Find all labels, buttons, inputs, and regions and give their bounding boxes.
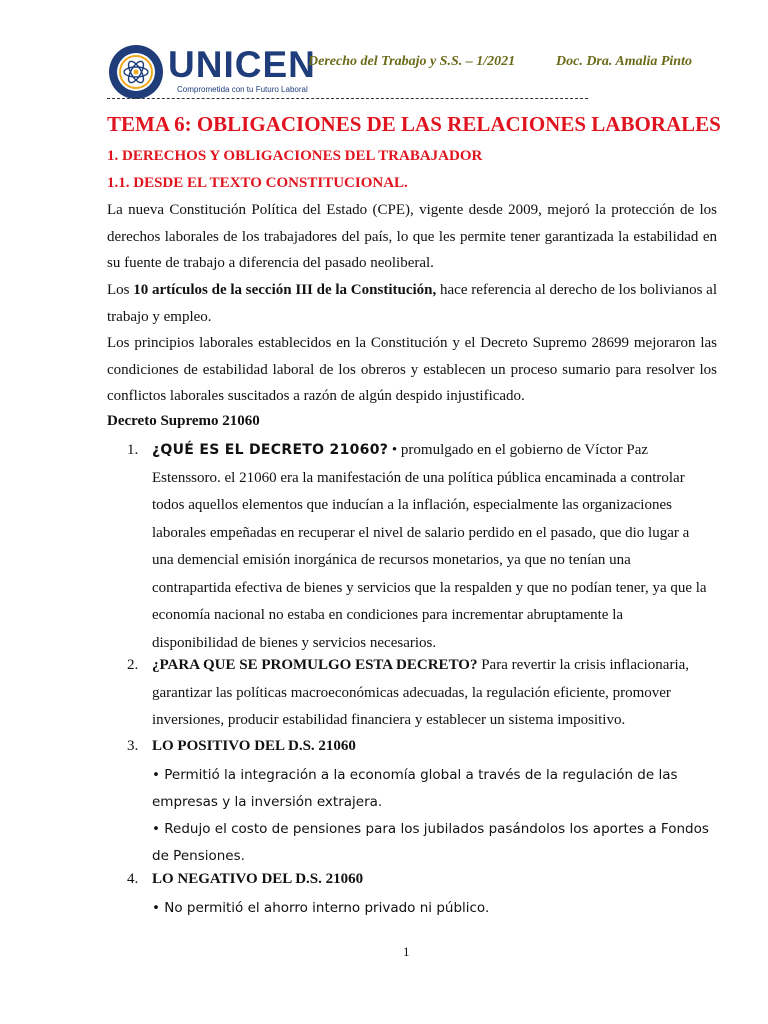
decree-heading: Decreto Supremo 21060	[107, 413, 260, 429]
page-header	[108, 40, 728, 98]
list-item-question: ¿QUÉ ES EL DECRETO 21060?	[152, 442, 389, 458]
section-heading: 1. DERECHOS Y OBLIGACIONES DEL TRABAJADOR	[107, 148, 483, 164]
list-item-heading: LO NEGATIVO DEL D.S. 21060	[152, 871, 364, 887]
logo-wordmark: UNICEN	[168, 44, 316, 85]
paragraph-bold: 10 artículos de la sección III de la Constitución,	[133, 282, 437, 298]
list-item-content	[152, 437, 712, 657]
page-number: 1	[403, 944, 410, 959]
list-item-heading: LO POSITIVO DEL D.S. 21060	[152, 738, 356, 754]
header-divider	[107, 98, 588, 99]
bullet-negative-1: • No permitió el ahorro interno privado ni público.	[152, 899, 490, 916]
list-item-content	[152, 866, 712, 922]
list-number: 4.	[127, 871, 139, 887]
list-item-text: Para revertir la crisis inflacionaria, garantizar las políticas macroeconómicas adecuadas, la regulación eficiente, promover inversiones, producir estabilidad financiera y establecer un sistema impositivo.	[152, 657, 690, 728]
paragraph-principles: Los principios laborales establecidos en la Constitución y el Decreto Supremo 28699 mejoraron las condiciones de estabilidad laboral de los obreros y establecen un proceso sumario para resolver los conflictos laborales suscitados a razón de algún despido injustificado.	[107, 335, 717, 404]
list-item-content	[152, 652, 712, 735]
paragraph-suffix: hace referencia al derecho de los bolivianos al trabajo y empleo.	[107, 282, 717, 325]
list-number: 1.	[127, 442, 139, 458]
list-item-text: • promulgado en el gobierno de Víctor Paz Estenssoro. el 21060 era la manifestación de una política pública encaminada a controlar todos aquellos elementos que inducían a la inflación, especialmente las organizaciones laborales empeñadas en recuperar el nivel de salario perdido en el pasado, que dio lugar a una demencial emisión inorgánica de recursos monetarios, ya que no tenían una contrapartida efectiva de bienes y servicios que la respalden y que no podían tener, ya que la economía nacional no estaba en condiciones para incrementar abruptamente la disponibilidad de bienes y servicios necesarios.	[152, 442, 707, 651]
university-seal-logo	[108, 44, 164, 100]
paragraph-cpe: La nueva Constitución Política del Estado (CPE), vigente desde 2009, mejoró la protección de los derechos laborales de los trabajadores del país, lo que les permite tener garantizada la estabilidad en su fuente de trabajo a diferencia del pasado neoliberal.	[107, 202, 717, 271]
subsection-heading: 1.1. DESDE EL TEXTO CONSTITUCIONAL.	[107, 175, 408, 191]
list-item-question: ¿PARA QUE SE PROMULGO ESTA DECRETO?	[152, 657, 478, 673]
logo-tagline: Comprometida con tu Futuro Laboral	[177, 85, 308, 94]
paragraph-articles	[107, 277, 717, 330]
list-number: 3.	[127, 738, 139, 754]
teacher-name: Doc. Dra. Amalia Pinto	[556, 54, 692, 69]
list-item-content	[152, 733, 712, 870]
bullet-positive-2: • Redujo el costo de pensiones para los jubilados pasándolos los aportes a Fondos de Pensiones.	[152, 820, 709, 864]
course-name: Derecho del Trabajo y S.S. – 1/2021	[308, 54, 516, 69]
list-number: 2.	[127, 657, 139, 673]
bullet-positive-1: • Permitió la integración a la economía global a través de la regulación de las empresas y la inversión extrajera.	[152, 766, 678, 810]
document-title: TEMA 6: OBLIGACIONES DE LAS RELACIONES LABORALES	[107, 112, 721, 136]
paragraph-prefix: Los	[107, 282, 134, 298]
